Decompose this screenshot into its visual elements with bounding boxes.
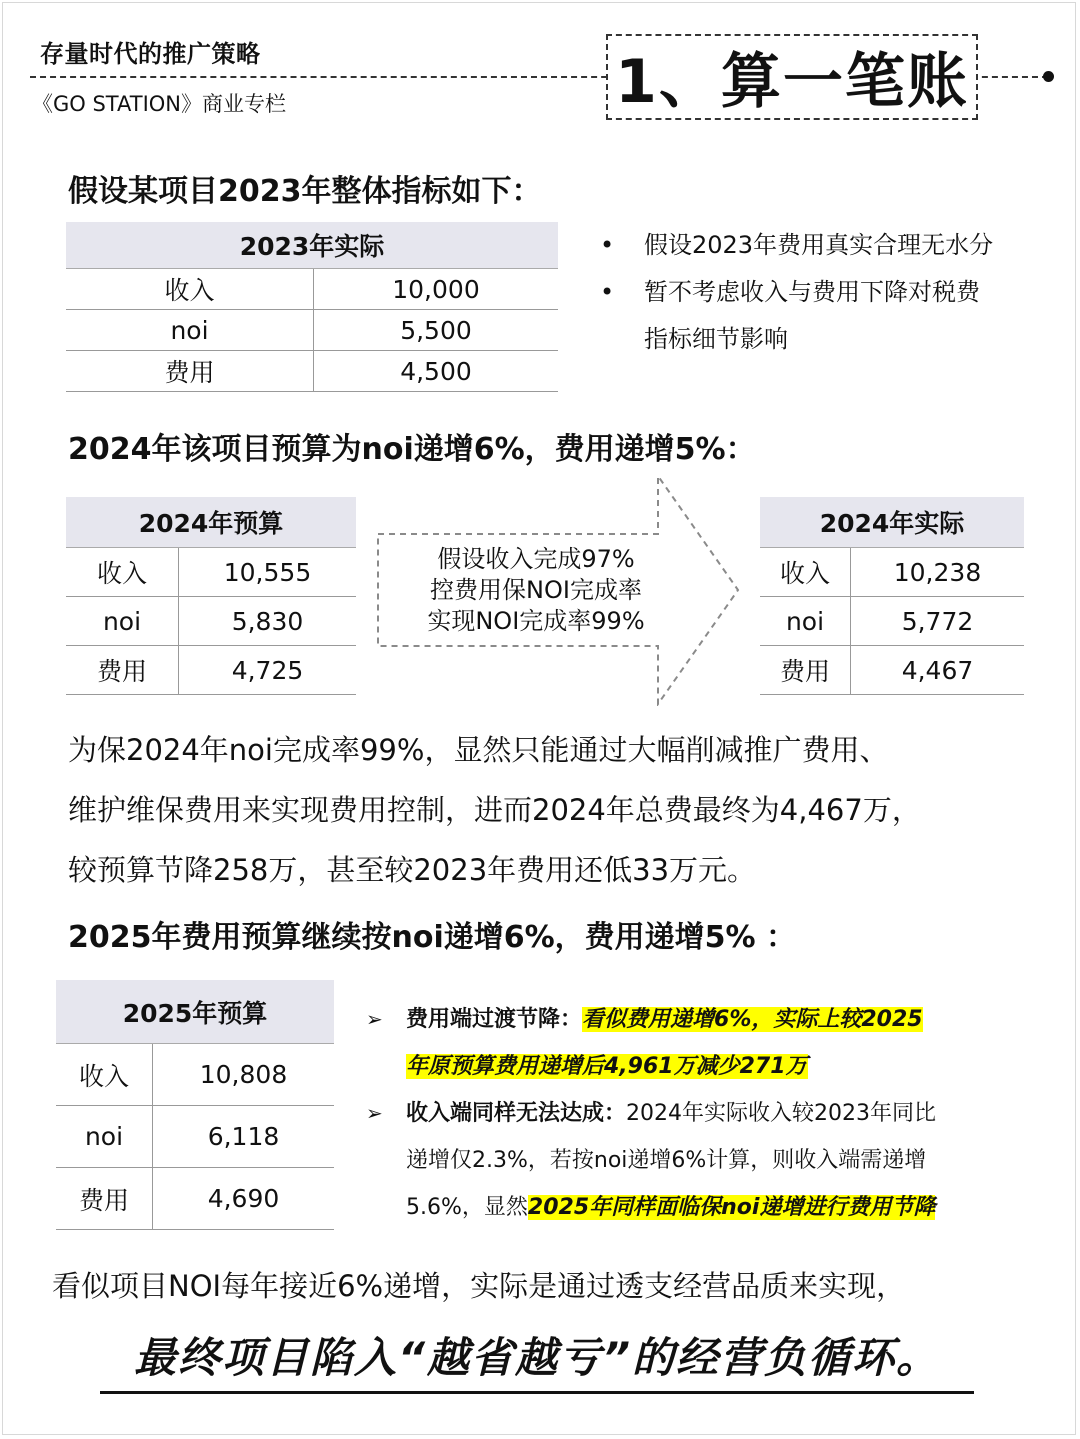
- note-title: 费用端过渡节降：: [406, 1007, 583, 1032]
- assumption-list: [598, 222, 1058, 363]
- heading-2025: 2025年费用预算继续按noi递增6%，费用递增5% ：: [68, 920, 797, 955]
- row-label: 费用: [66, 646, 179, 695]
- header-dot: [1043, 71, 1054, 82]
- row-value: 10,555: [179, 548, 357, 597]
- note-text: 2024年实际收入较2023年同比: [626, 1101, 936, 1126]
- table-2024-budget: [66, 497, 356, 695]
- row-value: 10,808: [153, 1044, 335, 1106]
- list-item: [366, 1090, 1056, 1231]
- table-row: [66, 646, 356, 695]
- table-2024-actual: [760, 497, 1024, 695]
- highlight-text: 年原预算费用递增后4,961万减少271万: [406, 1054, 808, 1079]
- table-title: 2024年实际: [760, 497, 1024, 548]
- row-label: noi: [760, 597, 851, 646]
- row-label: noi: [66, 310, 314, 351]
- row-label: 费用: [66, 351, 314, 392]
- bullet-spacer: [598, 316, 644, 363]
- arrow-caption: [398, 544, 674, 637]
- assumption-text: 假设2023年费用真实合理无水分: [644, 231, 994, 259]
- brand-subtitle: 《GO STATION》商业专栏: [32, 92, 286, 116]
- row-label: 费用: [760, 646, 851, 695]
- table-row: [66, 548, 356, 597]
- paragraph-line: 为保2024年noi完成率99%，显然只能通过大幅削减推广费用、: [68, 733, 889, 767]
- note-text: 递增仅2.3%，若按noi递增6%计算，则收入端需递增: [406, 1148, 927, 1173]
- paragraph-line: 维护维保费用来实现费用控制，进而2024年总费最终为4,467万，: [68, 793, 921, 827]
- row-value: 10,000: [314, 269, 559, 310]
- table-row: [66, 269, 558, 310]
- note-title: 收入端同样无法达成：: [406, 1101, 627, 1126]
- table-row: [66, 310, 558, 351]
- arrow-bullet-icon: ➢: [366, 1007, 383, 1031]
- arrow-line: 控费用保NOI完成率: [430, 576, 642, 604]
- bullet-icon: •: [600, 278, 615, 306]
- row-value: 10,238: [851, 548, 1025, 597]
- row-value: 4,467: [851, 646, 1025, 695]
- row-label: 费用: [56, 1168, 153, 1230]
- bullet-icon: •: [600, 231, 615, 259]
- row-label: 收入: [66, 548, 179, 597]
- table-title: 2024年预算: [66, 497, 356, 548]
- table-row: [56, 1106, 334, 1168]
- table-row: [66, 597, 356, 646]
- row-label: 收入: [56, 1044, 153, 1106]
- row-label: noi: [66, 597, 179, 646]
- table-row: [66, 351, 558, 392]
- table-2023-actual: [66, 222, 558, 392]
- row-label: 收入: [760, 548, 851, 597]
- list-item: [598, 316, 1058, 363]
- row-label: 收入: [66, 269, 314, 310]
- table-row: [56, 1168, 334, 1230]
- arrow-line: 假设收入完成97%: [437, 545, 635, 573]
- row-label: noi: [56, 1106, 153, 1168]
- arrow-bullet-icon: ➢: [366, 1101, 383, 1125]
- row-value: 5,772: [851, 597, 1025, 646]
- row-value: 5,830: [179, 597, 357, 646]
- table-row: [760, 597, 1024, 646]
- paragraph-line: 较预算节降258万，甚至较2023年费用还低33万元。: [68, 853, 757, 887]
- brand-title: 存量时代的推广策略: [40, 40, 261, 68]
- list-item: [366, 996, 1056, 1090]
- note-text: 5.6%，显然: [406, 1195, 528, 1220]
- row-value: 5,500: [314, 310, 559, 351]
- summary-line: 看似项目NOI每年接近6%递增，实际是通过透支经营品质来实现，: [52, 1269, 906, 1303]
- heading-2023: 假设某项目2023年整体指标如下：: [68, 174, 542, 209]
- assumption-text: 暂不考虑收入与费用下降对税费: [644, 278, 980, 306]
- list-item: [598, 222, 1058, 269]
- highlight-text: 看似费用递增6%，实际上较2025: [582, 1007, 923, 1032]
- highlight-text: 2025年同样面临保noi递增进行费用节降: [527, 1195, 936, 1220]
- conclusion-line: 最终项目陷入“越省越亏”的经营负循环。: [100, 1325, 974, 1394]
- notes-block: [366, 996, 1056, 1231]
- assumption-text: 指标细节影响: [644, 325, 788, 353]
- table-row: [760, 646, 1024, 695]
- table-title: 2025年预算: [56, 980, 334, 1044]
- table-2025-budget: [56, 980, 334, 1230]
- table-title: 2023年实际: [66, 222, 558, 269]
- section-title: 1、算一笔账: [606, 34, 978, 120]
- arrow-line: 实现NOI完成率99%: [427, 607, 645, 635]
- heading-2024: 2024年该项目预算为noi递增6%，费用递增5%：: [68, 432, 756, 467]
- row-value: 4,725: [179, 646, 357, 695]
- row-value: 4,500: [314, 351, 559, 392]
- list-item: [598, 269, 1058, 316]
- table-row: [56, 1044, 334, 1106]
- table-row: [760, 548, 1024, 597]
- row-value: 6,118: [153, 1106, 335, 1168]
- row-value: 4,690: [153, 1168, 335, 1230]
- paragraph-2024: [68, 720, 1068, 900]
